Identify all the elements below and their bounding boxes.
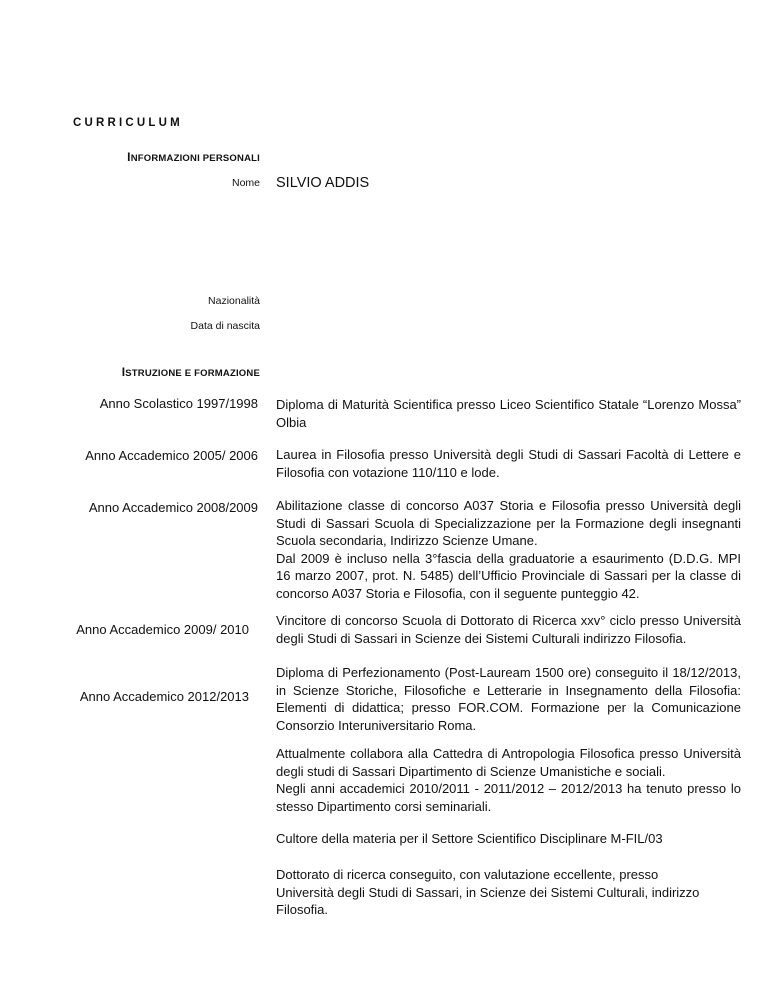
extra-line: Dottorato di ricerca conseguito, con valutazione eccellente, presso Università degli Studi di Sassari, in Scienze dei Sistemi Culturali, indirizzo Filosofia. <box>276 867 700 917</box>
entry-description <box>276 497 741 602</box>
entry-year: Anno Accademico 2009/ 2010 <box>76 622 249 637</box>
section-heading-education: ISTRUZIONE E FORMAZIONE <box>121 365 260 379</box>
document-title: CURRICULUM <box>73 117 183 129</box>
extra-paragraph <box>276 830 741 848</box>
entry-description <box>276 664 741 734</box>
extra-paragraph <box>276 745 741 815</box>
entry-description <box>276 612 741 647</box>
entry-line: Abilitazione classe di concorso A037 Storia e Filosofia presso Università degli Studi di Sassari Scuola di Specializzazione per la Formazione degli insegnanti Scuola secondaria, Indirizzo Scienze Umane. <box>276 498 741 548</box>
entry-description <box>276 446 741 481</box>
entry-line: Vincitore di concorso Scuola di Dottorato di Ricerca xxv° ciclo presso Università degli Studi di Sassari in Scienze dei Sistemi Culturali indirizzo Filosofia. <box>276 613 741 646</box>
entry-year: Anno Accademico 2005/ 2006 <box>85 448 258 463</box>
section-heading-personal: INFORMAZIONI PERSONALI <box>127 150 260 164</box>
name-value: SILVIO ADDIS <box>276 175 370 191</box>
entry-line: Diploma di Perfezionamento (Post-Lauream 1500 ore) conseguito il 18/12/2013, in Scienze Storiche, Filosofiche e Letterarie in Insegnamento della Filosofia: Elementi di didattica; presso FOR.COM. Formazione per la Comunicazione Consorzio Interuniversitario Roma. <box>276 665 741 733</box>
extra-line: Negli anni accademici 2010/2011 - 2011/2012 – 2012/2013 ha tenuto presso lo stesso Dipartimento corsi seminariali. <box>276 781 741 814</box>
entry-line: Dal 2009 è incluso nella 3°fascia della graduatorie a esaurimento (D.D.G. MPI 16 marzo 2007, prot. N. 5485) dell’Ufficio Provinciale di Sassari per la classe di concorso A037 Storia e Filosofia, con il seguente punteggio 42. <box>276 550 741 601</box>
entry-description <box>276 396 741 431</box>
entry-line: Laurea in Filosofia presso Università degli Studi di Sassari Facoltà di Lettere e Filosofia con votazione 110/110 e lode. <box>276 447 741 480</box>
name-label: Nome <box>231 177 260 189</box>
entry-year: Anno Scolastico 1997/1998 <box>99 396 258 411</box>
nationality-label: Nazionalità <box>208 295 260 307</box>
entry-line: Diploma di Maturità Scientifica presso Liceo Scientifico Statale “Lorenzo Mossa” Olbia <box>276 397 741 430</box>
entry-year: Anno Accademico 2012/2013 <box>79 689 249 704</box>
extra-line: Attualmente collabora alla Cattedra di Antropologia Filosofica presso Università degli studi di Sassari Dipartimento di Scienze Umanistiche e sociali. <box>276 746 741 779</box>
entry-year: Anno Accademico 2008/2009 <box>88 500 258 515</box>
extra-paragraph <box>276 866 716 919</box>
birth-date-label: Data di nascita <box>190 320 260 332</box>
extra-line: Cultore della materia per il Settore Scientifico Disciplinare M-FIL/03 <box>276 831 663 846</box>
